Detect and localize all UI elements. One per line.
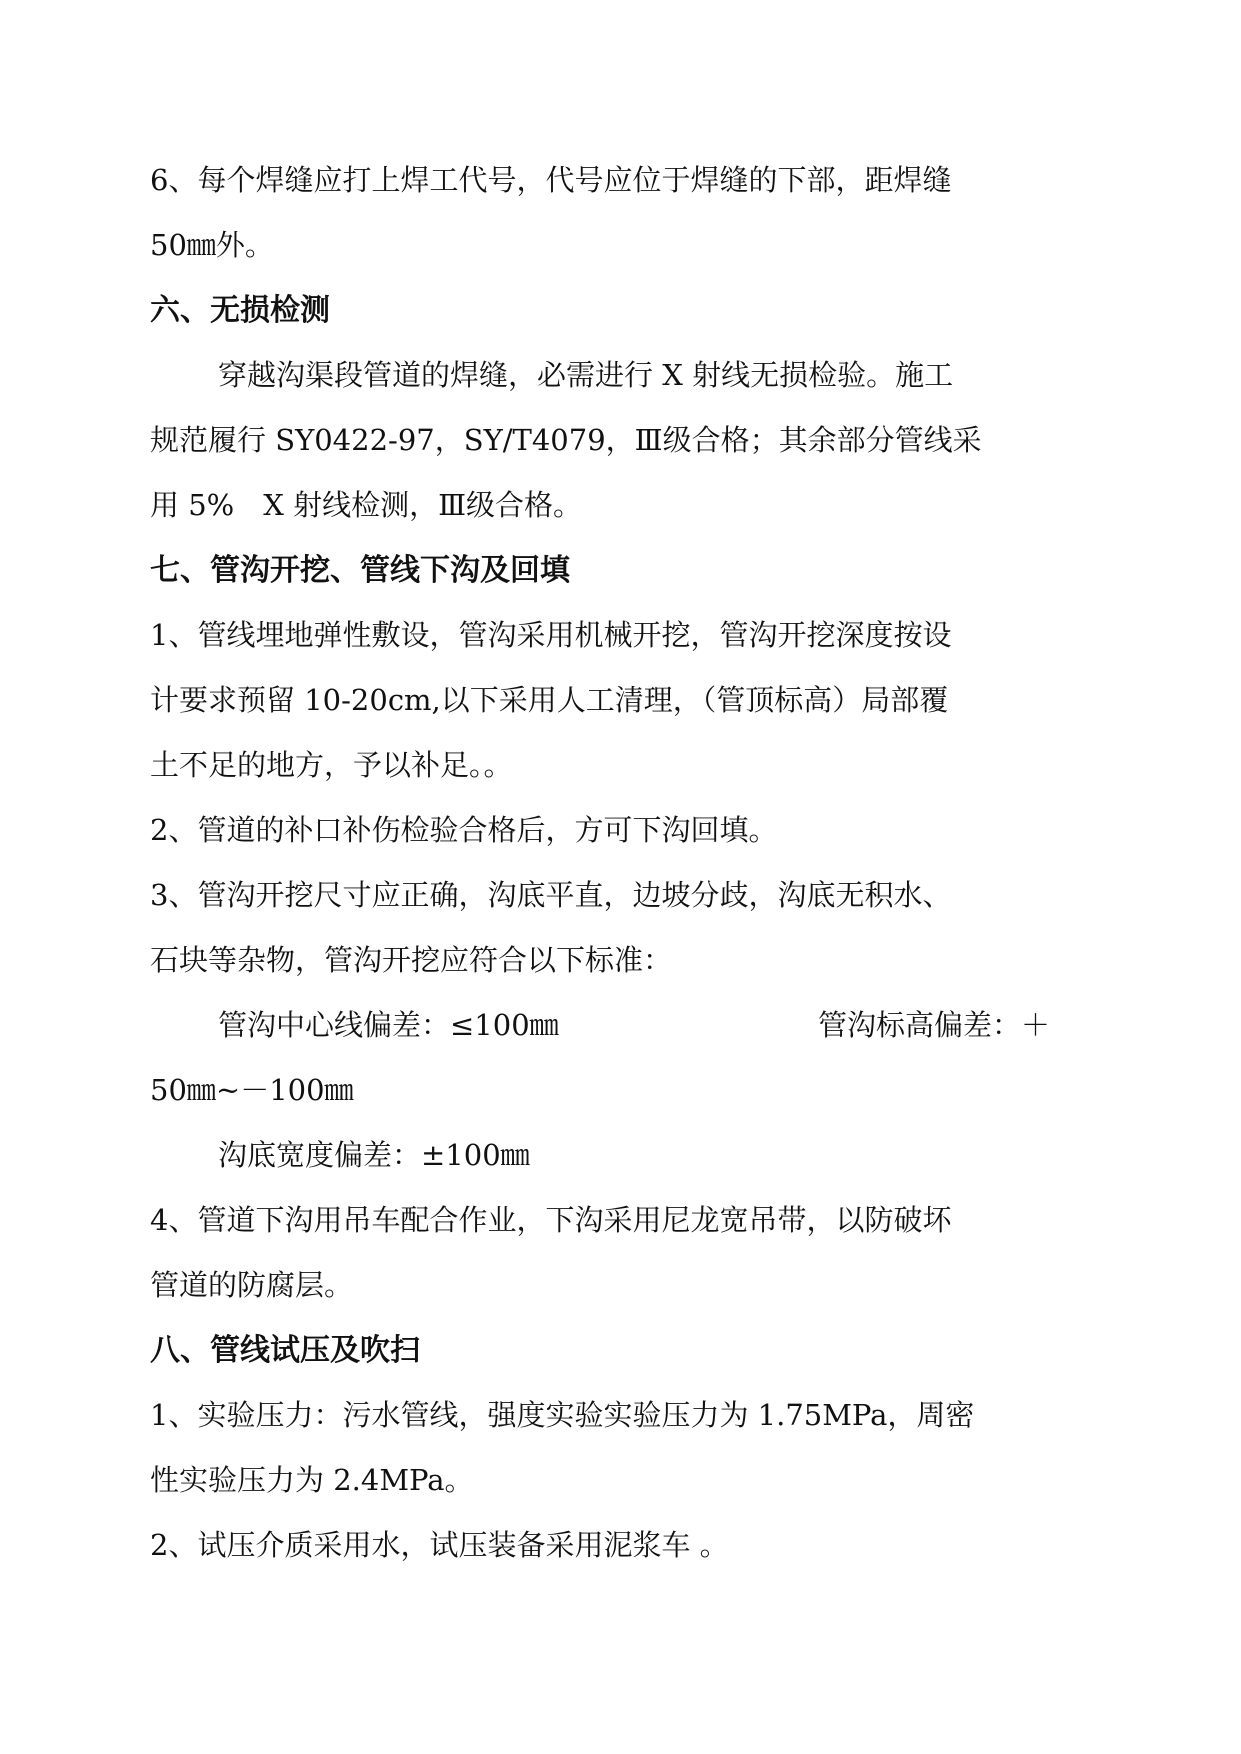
body-text-line: 性实验压力为 2.4MPa。 <box>150 1463 474 1497</box>
section-heading: 七、管沟开挖、管线下沟及回填 <box>150 553 570 588</box>
document-page <box>150 148 1050 1578</box>
section-heading: 八、管线试压及吹扫 <box>150 1333 420 1368</box>
body-text-line: 6、每个焊缝应打上焊工代号，代号应位于焊缝的下部，距焊缝 <box>150 163 952 197</box>
body-text-line: 2、试压介质采用水，试压装备采用泥浆车 。 <box>150 1528 729 1562</box>
body-text-line: 土不足的地方，予以补足。。 <box>150 748 513 782</box>
elevation-deviation: 管沟标高偏差：＋ <box>817 1008 1050 1042</box>
body-text-line: 50㎜~－100㎜ <box>150 1073 354 1107</box>
body-text-line: 1、管线埋地弹性敷设，管沟采用机械开挖，管沟开挖深度按设 <box>150 618 952 652</box>
body-text-line: 穿越沟渠段管道的焊缝，必需进行 X 射线无损检验。施工 <box>218 358 954 392</box>
body-text-line: 用 5% X 射线检测，Ⅲ级合格。 <box>150 488 583 522</box>
body-text-line: 50㎜外。 <box>150 228 274 262</box>
body-text-line: 1、实验压力：污水管线，强度实验实验压力为 1.75MPa，周密 <box>150 1398 975 1432</box>
body-text-line: 规范履行 SY0422-97，SY/T4079，Ⅲ级合格；其余部分管线采 <box>150 423 982 457</box>
section-heading: 六、无损检测 <box>150 293 330 328</box>
standard-line <box>150 993 1050 1058</box>
body-text-line: 2、管道的补口补伤检验合格后，方可下沟回填。 <box>150 813 778 847</box>
width-deviation: 沟底宽度偏差：±100㎜ <box>218 1138 530 1172</box>
centerline-deviation: 管沟中心线偏差：≤100㎜ <box>218 1008 559 1042</box>
body-text-line: 石块等杂物，管沟开挖应符合以下标准： <box>150 943 673 977</box>
body-text-line: 管道的防腐层。 <box>150 1268 354 1302</box>
body-text-line: 4、管道下沟用吊车配合作业，下沟采用尼龙宽吊带，以防破坏 <box>150 1203 952 1237</box>
body-text-line: 3、管沟开挖尺寸应正确，沟底平直，边坡分歧，沟底无积水、 <box>150 878 952 912</box>
body-text-line: 计要求预留 10-20cm,以下采用人工清理，（管顶标高）局部覆 <box>150 683 949 717</box>
